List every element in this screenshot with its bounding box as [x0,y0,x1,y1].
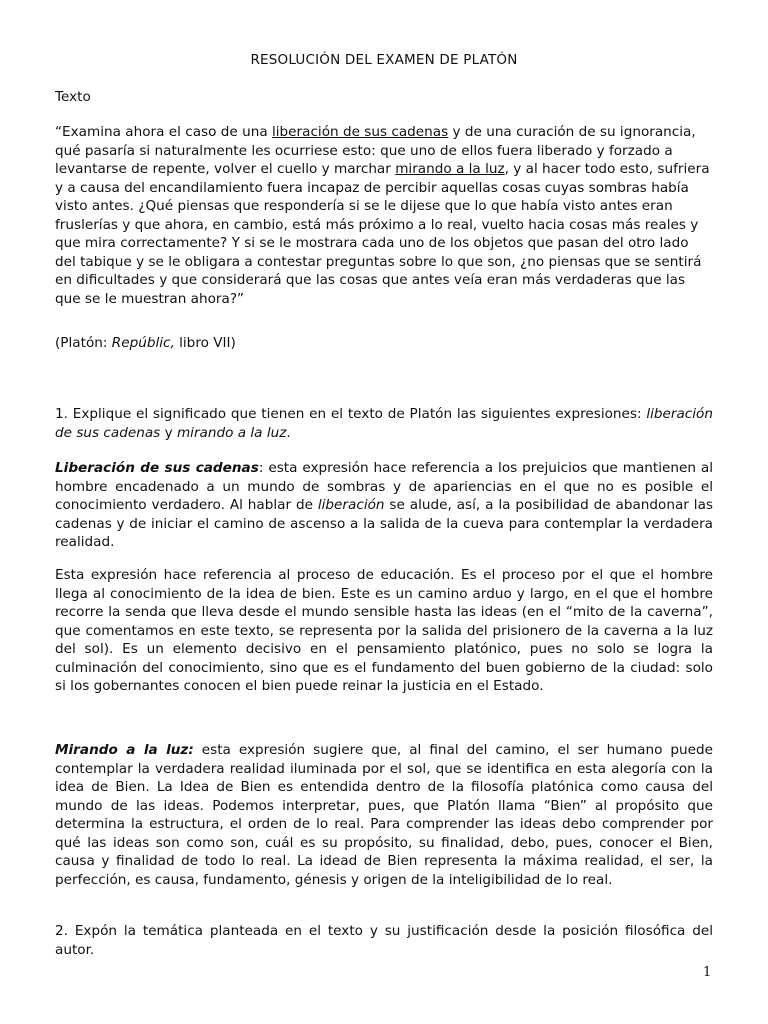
answer-1-text-a: : esta expresión hace referencia a los prejuicios que mantienen al hombre encadenado a un mundo de sombras y de apariencias en el que no es posible el conocimiento verdadero. Al hablar de [55,460,713,513]
quote-text-1: “Examina ahora el caso de una [55,124,272,140]
answer-2-heading: Mirando a la luz: [55,742,194,758]
question-1-term-2: mirando a la luz [176,424,287,441]
citation-post: libro VII) [174,335,236,351]
section-label: Texto [55,89,91,105]
citation-work: Repúblic, [111,335,175,351]
answer-2-text: esta expresión sugiere que, al final del camino, el ser humano puede contemplar la verdadera realidad iluminada por el sol, que se identifica en esta alegoría con la idea de Bien. La Idea de Bien es entendida dentro de la filosofía platónica como causa del mundo de las ideas. Podemos interpretar, pues, que Platón llama “Bien” al propósito que determina la estructura, el orden de lo real. Para comprender las ideas debo comprender por qué las ideas son como son, cuál es su propósito, su finalidad, debo, pues, conocer el Bien, causa y finalidad de todo lo real. La idead de Bien representa la máxima realidad, el ser, la perfección, es causa, fundamento, génesis y origen de la inteligibilidad de lo real. [55,742,714,888]
quote-paragraph [55,123,713,308]
answer-1-italic-term: liberación [317,497,385,513]
quote-text-3: , y al hacer todo esto, sufriera y a causa del encandilamiento fuera incapaz de percibir aquellas cosas cuyas sombras había visto antes. ¿Qué piensas que respondería si se le dijese que lo que había visto antes eran fruslerías y que ahora, en cambio, está más próximo a lo real, vuelto hacia cosas más reales y que mira correctamente? Y si se le mostrara cada uno de los objetos que pasan del otro lado del tabique y se le obligara a contestar preguntas sobre lo que son, ¿no piensas que se sentirá en dificultades y que considerará que las cosas que antes veía eran más verdaderas que las que se le muestran ahora?” [55,161,710,307]
answer-2-paragraph [55,741,713,889]
answer-1-heading: Liberación de sus cadenas [55,460,259,476]
quote-underline-mirando: mirando a la luz [395,161,505,177]
answer-1-paragraph-2: Esta expresión hace referencia al proceso de educación. Es el proceso por el que el hombre llega al conocimiento de la idea de bien. Este es un camino arduo y largo, en el que el hombre recorre la senda que lleva desde el mundo sensible hasta las ideas (en el “mito de la caverna”, que comentamos en este texto, se representa por la salida del prisionero de la caverna a la luz del sol). Es un elemento decisivo en el pensamiento platónico, pues no solo se logra la culminación del conocimiento, sino que es el fundamento del buen gobierno de la ciudad: solo si los gobernantes conocen el bien puede reinar la justicia en el Estado. [55,567,713,694]
question-1-term-1: liberación de sus cadenas [55,406,713,441]
citation-pre: (Platón: [55,335,112,351]
citation [55,334,713,353]
question-1-end: . [286,424,291,441]
page-number: 1 [703,965,712,980]
answer-1-paragraph-1 [55,459,713,552]
quote-text-2: y de una curación de su ignorancia, qué pasaría si naturalmente les ocurriese esto: que uno de ellos fuera liberado y forzado a levantarse de repente, volver el cuello y marchar [55,124,696,177]
question-1-and: y [160,424,177,441]
question-2: 2. Expón la temática planteada en el texto y su justificación desde la posición filosófica del autor. [55,923,713,958]
quote-underline-liberacion: liberación de sus cadenas [271,124,449,140]
page-title: RESOLUCIÓN DEL EXAMEN DE PLATÓN [250,52,518,68]
answer-1-text-b: se alude, así, a la posibilidad de abandonar las cadenas y de iniciar el camino de ascenso a la salida de la cueva para contemplar la verdadera realidad. [55,497,713,550]
question-1 [55,405,713,442]
question-1-text: 1. Explique el significado que tienen en el texto de Platón las siguientes expresiones: [55,406,647,422]
